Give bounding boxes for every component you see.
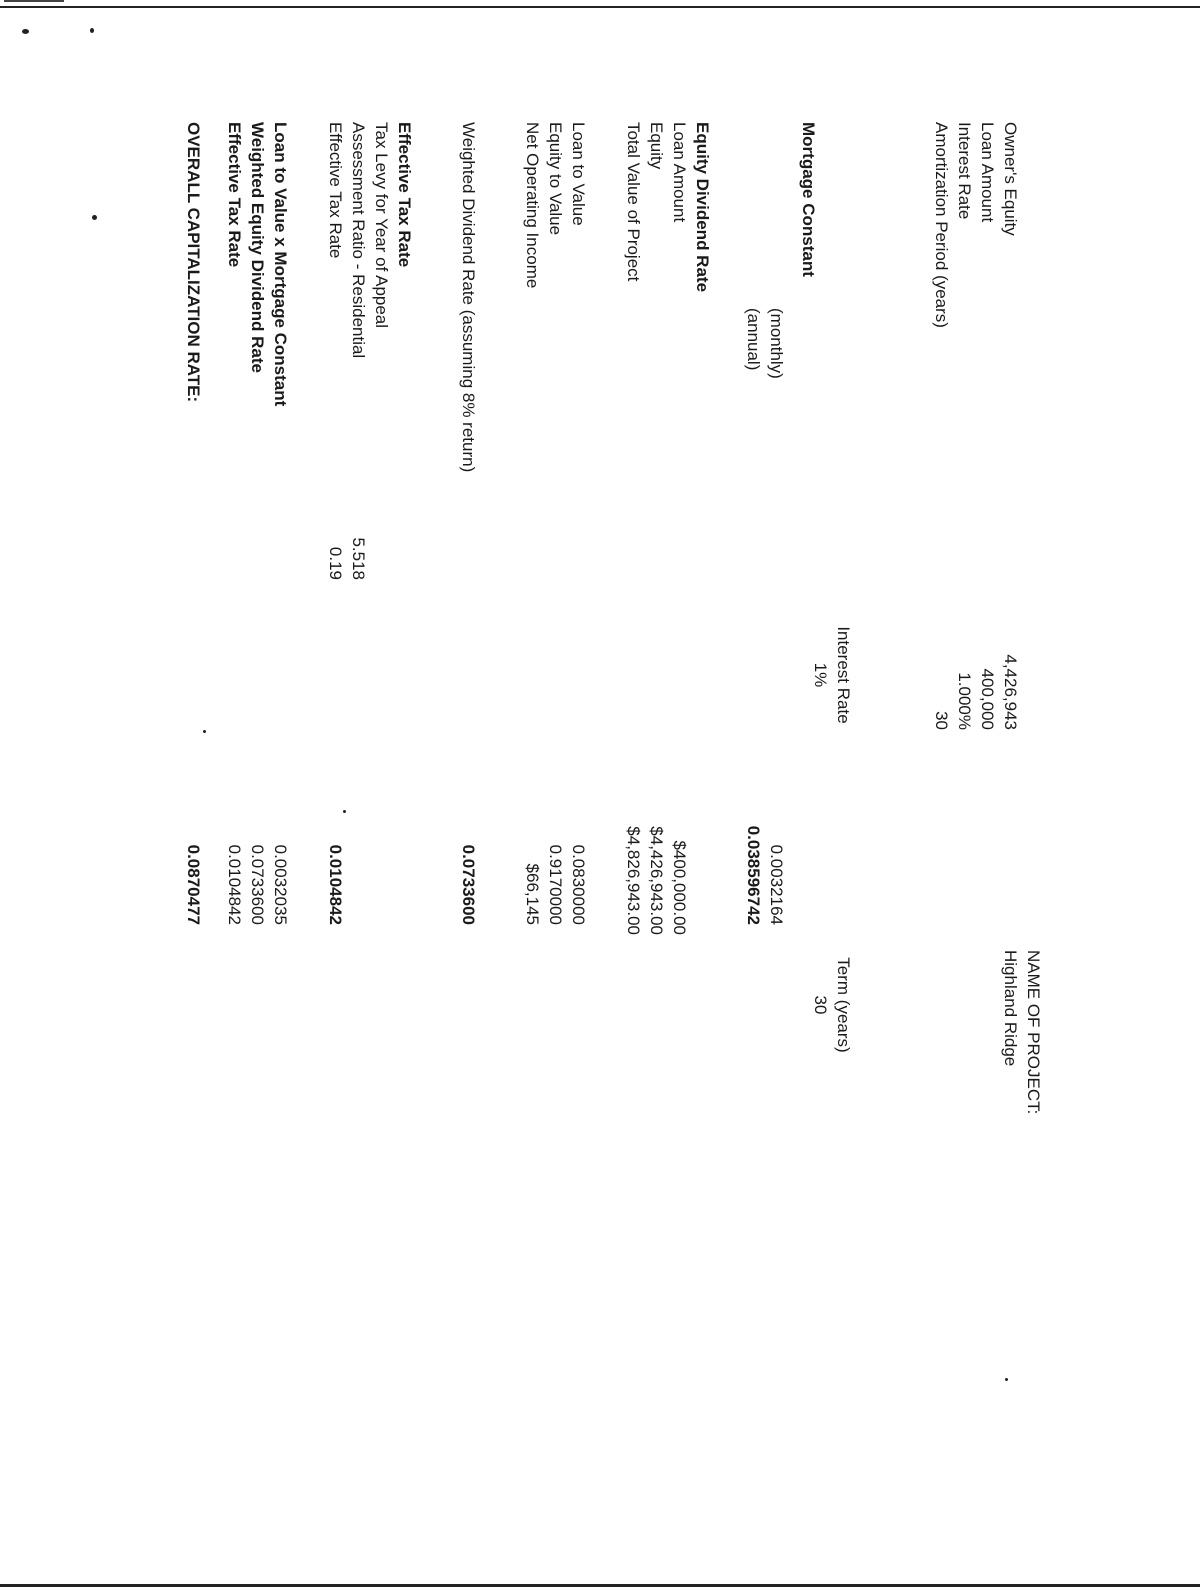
summary-labels [223,122,292,406]
effective-tax-mid-values [324,520,393,580]
summary-effective-tax-value: 0.0104842 [225,844,244,925]
inputs-values [930,610,1022,730]
mc-values [742,790,788,925]
equity-dividend-labels [622,122,714,292]
ed-loan-amount-label: Loan Amount [670,122,689,223]
owners-equity-value: 4,426,943 [1001,654,1020,730]
ltv-x-mc-value: 0.0032035 [271,844,290,925]
effective-tax-rate-mid-value: 0.19 [326,546,345,580]
net-operating-income-label: Net Operating Income [523,122,542,289]
project-label: NAME OF PROJECT: [1024,950,1043,1115]
ed-equity-value: $4,426,943.00 [647,826,666,935]
loan-to-value-value: 0.0830000 [569,844,588,925]
overall-cap-rate-value: 0.0870477 [184,844,203,925]
ed-total-value: $4,826,943.00 [624,826,643,935]
weighted-equity-dividend-value: 0.0733600 [248,844,267,925]
weighted-dividend-value: 0.0733600 [459,844,478,925]
monthly-label: (monthly) [767,308,786,379]
ltv-x-mc-label: Loan to Value x Mortgage Constant [271,122,290,407]
equity-dividend-heading: Equity Dividend Rate [693,122,712,293]
equity-to-value-value: 0.9170000 [546,844,565,925]
ratios-values [521,790,590,925]
summary-effective-tax-label: Effective Tax Rate [225,122,244,268]
equity-dividend-values [622,790,691,935]
ratios-labels [521,122,590,288]
mc-interest-rate-block [809,610,855,740]
mc-term-value: 30 [811,995,830,1015]
mc-annual-value: 0.038596742 [744,825,763,925]
assessment-ratio-value: 5.518 [349,537,368,580]
mortgage-constant-heading: Mortgage Constant [799,122,818,277]
effective-tax-rate-label: Effective Tax Rate [326,122,345,259]
tax-levy-label: Tax Levy for Year of Appeal [372,122,391,329]
net-operating-income-value: $66,145 [523,863,542,925]
loan-amount-label: Loan Amount [978,122,997,223]
ed-total-value-label: Total Value of Project [624,122,643,282]
mortgage-constant-sublabels [742,308,788,379]
owners-equity-label: Owner's Equity [1001,122,1020,236]
mc-interest-rate-value: 1% [811,662,830,688]
loan-amount-value: 400,000 [978,668,997,730]
weighted-dividend-label: Weighted Dividend Rate (assuming 8% return) [459,122,478,473]
equity-to-value-label: Equity to Value [546,122,565,236]
amortization-period-value: 30 [932,711,951,730]
effective-tax-result: 0.0104842 [326,844,345,925]
ed-equity-label: Equity [647,122,666,170]
summary-values [223,790,292,925]
ed-loan-amount-value: $400,000.00 [670,840,689,935]
overall-cap-rate-label: OVERALL CAPITALIZATION RATE: [184,122,203,403]
assessment-ratio-label: Assessment Ratio - Residential [349,122,368,359]
amortization-period-label: Amortization Period (years) [932,122,951,328]
weighted-equity-dividend-label: Weighted Equity Dividend Rate [248,122,267,373]
interest-rate-label: Interest Rate [955,122,974,220]
interest-rate-value: 1.000% [955,672,974,730]
mc-term-block [809,945,855,1065]
project-name-block [999,950,1045,1114]
mc-monthly-value: 0.0032164 [767,844,786,925]
annual-label: (annual) [744,308,763,371]
effective-tax-heading: Effective Tax Rate [395,122,414,268]
loan-to-value-label: Loan to Value [569,122,588,226]
tax-levy-value [370,520,393,580]
mc-term-label: Term (years) [834,957,853,1053]
project-name: Highland Ridge [1001,950,1020,1067]
effective-tax-labels [324,122,416,358]
mc-interest-rate-label: Interest Rate [834,626,853,724]
inputs-labels [930,122,1022,328]
